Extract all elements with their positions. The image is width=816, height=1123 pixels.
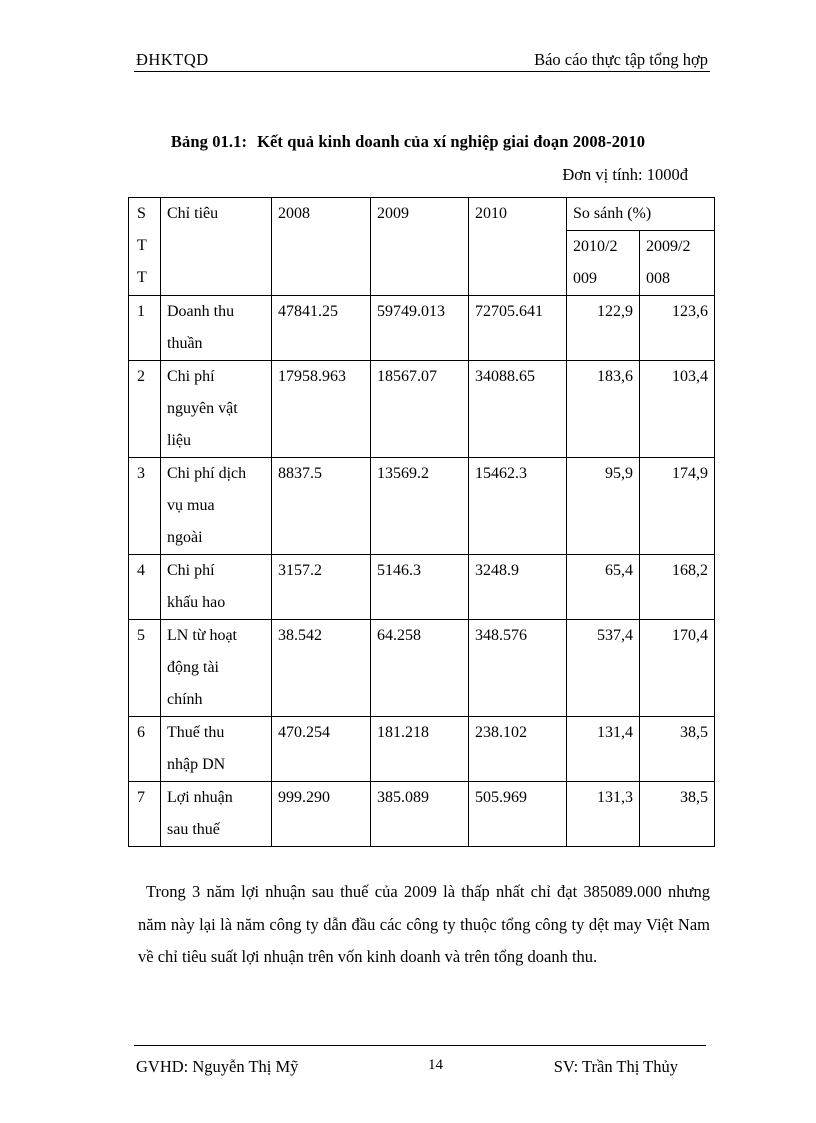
row-ratio-2010-2009: 65,4 bbox=[567, 555, 640, 620]
row-value-2008: 470.254 bbox=[272, 717, 371, 782]
row-label-line: Lợi nhuận bbox=[167, 789, 233, 806]
row-label-line: động tài bbox=[167, 659, 219, 676]
row-ratio-2010-2009: 122,9 bbox=[567, 296, 640, 361]
row-label bbox=[161, 717, 272, 782]
row-label-line: LN từ hoạt bbox=[167, 627, 237, 644]
row-label bbox=[161, 361, 272, 458]
header-2009: 2009 bbox=[371, 198, 469, 296]
row-value-2009: 385.089 bbox=[371, 782, 469, 847]
row-value-2009: 64.258 bbox=[371, 620, 469, 717]
row-value-2009: 18567.07 bbox=[371, 361, 469, 458]
table-row bbox=[129, 361, 715, 458]
header-institution: ĐHKTQD bbox=[136, 50, 209, 69]
table-header-row-1 bbox=[129, 198, 715, 231]
unit-note: Đơn vị tính: 1000đ bbox=[562, 165, 688, 184]
row-stt: 6 bbox=[129, 717, 161, 782]
footer-advisor: GVHD: Nguyễn Thị Mỹ bbox=[136, 1057, 299, 1076]
row-stt: 7 bbox=[129, 782, 161, 847]
row-ratio-2009-2008: 103,4 bbox=[640, 361, 715, 458]
row-stt: 2 bbox=[129, 361, 161, 458]
row-label bbox=[161, 458, 272, 555]
row-ratio-2010-2009: 95,9 bbox=[567, 458, 640, 555]
header-ratio-line: 2009/2 bbox=[646, 238, 691, 255]
row-value-2008: 999.290 bbox=[272, 782, 371, 847]
row-stt: 1 bbox=[129, 296, 161, 361]
footer-rule bbox=[134, 1045, 706, 1046]
header-ratio-line: 2010/2 bbox=[573, 238, 618, 255]
row-value-2010: 15462.3 bbox=[469, 458, 567, 555]
table-row bbox=[129, 717, 715, 782]
footer-student: SV: Trần Thị Thủy bbox=[553, 1057, 678, 1076]
table-row bbox=[129, 620, 715, 717]
row-stt: 5 bbox=[129, 620, 161, 717]
header-stt bbox=[129, 198, 161, 296]
row-stt: 3 bbox=[129, 458, 161, 555]
row-label-line: Thuế thu bbox=[167, 724, 225, 741]
header-comparison: So sánh (%) bbox=[567, 198, 715, 231]
row-value-2008: 38.542 bbox=[272, 620, 371, 717]
table-caption-text: Kết quả kinh doanh của xí nghiệp giai đoạn 2008-2010 bbox=[257, 132, 646, 151]
table-caption bbox=[0, 132, 816, 152]
row-label-line: Chi phí bbox=[167, 562, 215, 579]
header-ratio-line: 009 bbox=[573, 270, 597, 287]
row-label-line: nhập DN bbox=[167, 756, 226, 773]
row-value-2008: 3157.2 bbox=[272, 555, 371, 620]
row-value-2008: 47841.25 bbox=[272, 296, 371, 361]
row-label bbox=[161, 555, 272, 620]
row-label-line: thuần bbox=[167, 335, 203, 352]
row-value-2009: 181.218 bbox=[371, 717, 469, 782]
row-label-line: ngoài bbox=[167, 529, 203, 546]
row-ratio-2010-2009: 131,4 bbox=[567, 717, 640, 782]
header-ratio-2009-2008 bbox=[640, 231, 715, 296]
header-report-title: Báo cáo thực tập tổng hợp bbox=[534, 50, 708, 69]
row-value-2008: 8837.5 bbox=[272, 458, 371, 555]
table-row bbox=[129, 458, 715, 555]
row-ratio-2010-2009: 183,6 bbox=[567, 361, 640, 458]
row-label-line: Doanh thu bbox=[167, 303, 235, 320]
row-value-2010: 505.969 bbox=[469, 782, 567, 847]
row-value-2010: 34088.65 bbox=[469, 361, 567, 458]
header-stt-line: T bbox=[137, 237, 147, 254]
row-label-line: Chi phí bbox=[167, 368, 215, 385]
row-ratio-2009-2008: 38,5 bbox=[640, 717, 715, 782]
row-value-2008: 17958.963 bbox=[272, 361, 371, 458]
row-value-2009: 13569.2 bbox=[371, 458, 469, 555]
row-stt: 4 bbox=[129, 555, 161, 620]
header-stt-line: T bbox=[137, 269, 147, 286]
row-label-line: Chi phí dịch bbox=[167, 465, 247, 482]
row-label-line: chính bbox=[167, 691, 203, 708]
header-rule bbox=[134, 71, 710, 72]
row-ratio-2009-2008: 170,4 bbox=[640, 620, 715, 717]
header-ratio-2010-2009 bbox=[567, 231, 640, 296]
page-footer bbox=[134, 1045, 706, 1085]
header-ratio-line: 008 bbox=[646, 270, 670, 287]
business-results-table bbox=[128, 197, 715, 847]
row-label-line: nguyên vật bbox=[167, 400, 238, 417]
table-row bbox=[129, 782, 715, 847]
row-ratio-2010-2009: 131,3 bbox=[567, 782, 640, 847]
row-label bbox=[161, 620, 272, 717]
header-2008: 2008 bbox=[272, 198, 371, 296]
row-ratio-2009-2008: 168,2 bbox=[640, 555, 715, 620]
header-stt-line: S bbox=[137, 205, 146, 222]
row-label-line: sau thuế bbox=[167, 821, 220, 838]
row-ratio-2009-2008: 38,5 bbox=[640, 782, 715, 847]
row-value-2009: 59749.013 bbox=[371, 296, 469, 361]
row-value-2009: 5146.3 bbox=[371, 555, 469, 620]
header-2010: 2010 bbox=[469, 198, 567, 296]
row-label-line: khấu hao bbox=[167, 594, 226, 611]
row-ratio-2009-2008: 174,9 bbox=[640, 458, 715, 555]
row-label bbox=[161, 782, 272, 847]
row-label-line: vụ mua bbox=[167, 497, 215, 514]
row-ratio-2010-2009: 537,4 bbox=[567, 620, 640, 717]
table-row bbox=[129, 296, 715, 361]
row-ratio-2009-2008: 123,6 bbox=[640, 296, 715, 361]
row-value-2010: 3248.9 bbox=[469, 555, 567, 620]
row-value-2010: 348.576 bbox=[469, 620, 567, 717]
table-row bbox=[129, 555, 715, 620]
row-label-line: liệu bbox=[167, 432, 191, 449]
page-header bbox=[134, 50, 710, 72]
row-value-2010: 238.102 bbox=[469, 717, 567, 782]
analysis-paragraph: Trong 3 năm lợi nhuận sau thuế của 2009 là thấp nhất chỉ đạt 385089.000 nhưng năm này lại là năm công ty dẫn đầu các công ty thuộc tổng công ty dệt may Việt Nam về chỉ tiêu suất lợi nhuận trên vốn kinh doanh và trên tổng doanh thu. bbox=[138, 882, 710, 966]
row-value-2010: 72705.641 bbox=[469, 296, 567, 361]
page-number: 14 bbox=[428, 1057, 443, 1073]
table-caption-label: Bảng 01.1: bbox=[170, 132, 248, 151]
row-label bbox=[161, 296, 272, 361]
header-chitieu: Chỉ tiêu bbox=[161, 198, 272, 296]
